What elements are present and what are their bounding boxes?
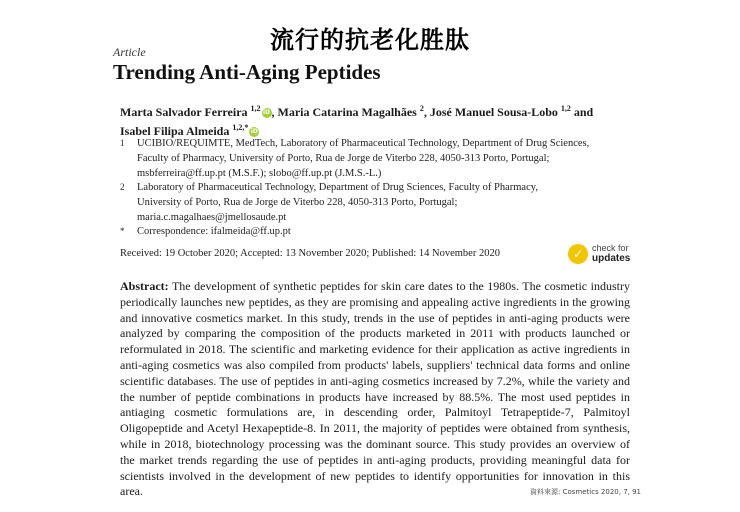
affiliation-2 bbox=[120, 180, 600, 225]
affiliation-number: 2 bbox=[120, 182, 125, 192]
author-affiliation-sup: 2 bbox=[419, 104, 424, 113]
correspondence bbox=[120, 224, 600, 239]
affiliation-number: * bbox=[120, 226, 125, 236]
author-name: Marta Salvador Ferreira bbox=[120, 105, 248, 119]
orcid-icon[interactable]: iD bbox=[250, 128, 258, 135]
article-title: Trending Anti-Aging Peptides bbox=[113, 60, 381, 84]
check-badge-line1: check for bbox=[592, 243, 629, 253]
author-list bbox=[120, 101, 630, 139]
overlay-title: 流行的抗老化胜肽 bbox=[270, 26, 470, 54]
author-separator: , bbox=[423, 105, 430, 119]
abstract-label: Abstract: bbox=[120, 279, 169, 293]
checkmark-icon: ✓ bbox=[568, 244, 588, 264]
correspondence-line: Correspondence: ifalmeida@ff.up.pt bbox=[137, 226, 291, 237]
affiliation-line: University of Porto, Rua de Jorge de Viterbo 228, 4050-313 Porto, Portugal; bbox=[137, 197, 458, 208]
author-name: Isabel Filipa Almeida bbox=[120, 124, 230, 138]
author-separator: , bbox=[271, 105, 278, 119]
abstract bbox=[120, 279, 630, 500]
affiliation-line: Laboratory of Pharmaceutical Technology, Department of Drug Sciences, Faculty of Pharmacy, bbox=[137, 182, 538, 193]
affiliation-line: UCIBIO/REQUIMTE, MedTech, Laboratory of Pharmaceutical Technology, Department of Drug Sciences, bbox=[137, 138, 590, 149]
source-note: 資料來源: Cosmetics 2020, 7, 91 bbox=[530, 488, 642, 496]
author-affiliation-sup: 1,2 bbox=[560, 104, 571, 113]
check-for-updates-badge[interactable] bbox=[568, 242, 638, 266]
affiliation-line: Faculty of Pharmacy, University of Porto, Rua de Jorge de Viterbo 228, 4050-313 Porto, Portugal; bbox=[137, 153, 550, 164]
author-separator: and bbox=[570, 105, 594, 119]
author-name: José Manuel Sousa-Lobo bbox=[429, 105, 558, 119]
author-affiliation-sup: 1,2 bbox=[250, 104, 261, 113]
abstract-text: The development of synthetic peptides for skin care dates to the 1980s. The cosmetic industry periodically launches new peptides, as they are promising and appealing active ingredients in the growing and innovative cosmetics market. In this study, trends in the use of peptides in anti-aging products were analyzed by comparing the composition of the products marketed in 2011 with products launched or reformulated in 2018. The scientific and marketing evidence for their application as active ingredients in anti-aging cosmetics was also compiled from products' labels, suppliers' technical data forms and online scientific databases. The use of peptides in anti-aging cosmetics increased by 7.2%, while the variety and the number of peptide combinations in products have increased by 88.5%. The most used peptides in antiaging cosmetic formulations are, in descending order, Palmitoyl Tetrapeptide-7, Palmitoyl Oligopeptide and Acetyl Hexapeptide-8. In 2011, the majority of peptides were obtained from synthesis, while in 2018, biotechnology processing was the dominant source. This study provides an overview of the market trends regarding the use of peptides in anti-aging products, providing meaningful data for scientists involved in the development of new peptides to identify opportunities for innovation in this area. bbox=[120, 279, 630, 499]
affiliation-line: msbferreira@ff.up.pt (M.S.F.); slobo@ff.up.pt (J.M.S.-L.) bbox=[137, 168, 382, 179]
affiliation-line: maria.c.magalhaes@jmellosaude.pt bbox=[137, 212, 287, 223]
author-affiliation-sup: 1,2,* bbox=[232, 123, 249, 132]
article-kicker: Article bbox=[113, 45, 146, 59]
author-name: Maria Catarina Magalhães bbox=[277, 105, 417, 119]
orcid-icon[interactable]: iD bbox=[263, 109, 271, 116]
affiliation-1 bbox=[120, 136, 600, 181]
check-badge-line2: updates bbox=[592, 253, 631, 264]
affiliation-number: 1 bbox=[120, 138, 125, 148]
received-dates: Received: 19 October 2020; Accepted: 13 November 2020; Published: 14 November 2020 bbox=[120, 248, 500, 259]
